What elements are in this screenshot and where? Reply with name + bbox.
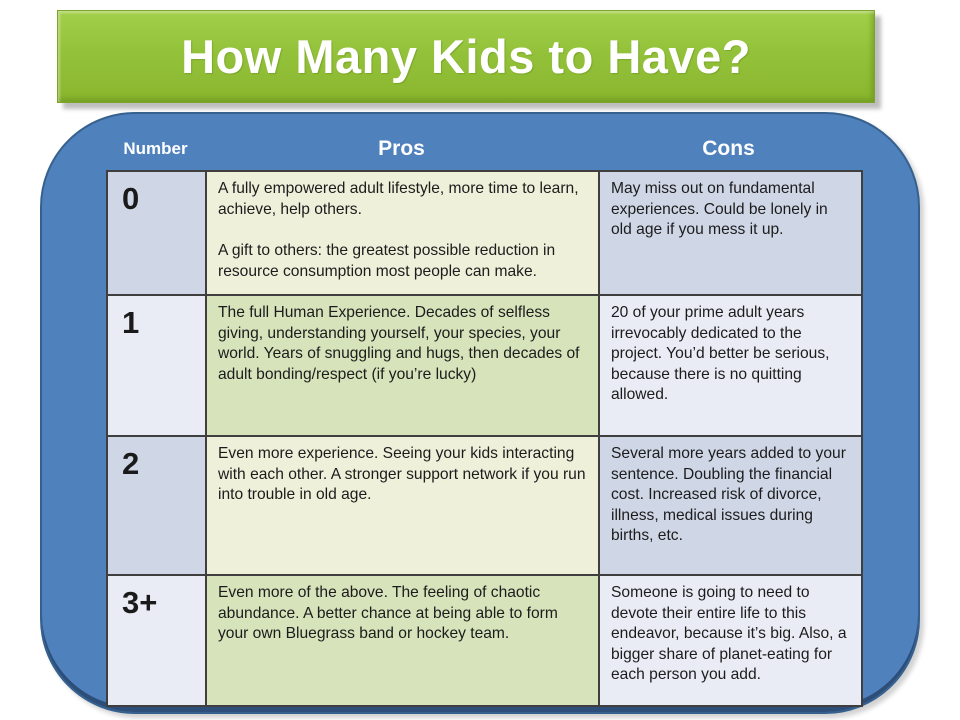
pros-cell-1-text: The full Human Experience. Decades of selfless giving, understanding yourself, your species, your world. Years of snuggling and hugs, then decades of adult bonding/respect (if you’re lucky)	[218, 304, 580, 383]
table-column-headers	[42, 130, 918, 168]
column-header-pros: Pros	[378, 137, 425, 160]
pros-cell-0	[207, 172, 600, 296]
pros-cell-0-paragraph-1: A fully empowered adult lifestyle, more time to learn, achieve, help others.	[218, 180, 579, 218]
pros-cell-0-paragraph-2: A gift to others: the greatest possible reduction in resource consumption most people can make.	[218, 242, 556, 280]
slide-title: How Many Kids to Have?	[181, 30, 751, 83]
cons-cell-1	[600, 296, 861, 437]
number-cell-0: 0	[108, 172, 207, 296]
column-header-number: Number	[123, 139, 188, 158]
cons-cell-1-text: 20 of your prime adult years irrevocably dedicated to the project. You’d better be serious, because there is no quitting allowed.	[611, 304, 830, 404]
column-header-cons: Cons	[702, 137, 755, 160]
cons-cell-3	[600, 576, 861, 705]
content-panel	[40, 112, 920, 714]
pros-cell-2-text: Even more experience. Seeing your kids interacting with each other. A stronger support network if you run into trouble in old age.	[218, 445, 586, 504]
number-cell-3: 3+	[108, 576, 207, 705]
pros-cons-table	[106, 170, 863, 707]
pros-cell-3-text: Even more of the above. The feeling of chaotic abundance. A better chance at being able to form your own Bluegrass band or hockey team.	[218, 584, 558, 643]
cons-cell-0-text: May miss out on fundamental experiences. Could be lonely in old age if you mess it up.	[611, 180, 828, 239]
number-cell-2: 2	[108, 437, 207, 576]
pros-cell-1	[207, 296, 600, 437]
number-cell-1: 1	[108, 296, 207, 437]
cons-cell-2	[600, 437, 861, 576]
pros-cell-3	[207, 576, 600, 705]
cons-cell-2-text: Several more years added to your sentence. Doubling the financial cost. Increased risk of divorce, illness, medical issues during births, etc.	[611, 445, 846, 545]
cons-cell-0	[600, 172, 861, 296]
title-banner	[57, 10, 875, 103]
cons-cell-3-text: Someone is going to need to devote their entire life to this endeavor, because it’s big. Also, a bigger share of planet-eating for each person you add.	[611, 584, 847, 684]
pros-cell-2	[207, 437, 600, 576]
